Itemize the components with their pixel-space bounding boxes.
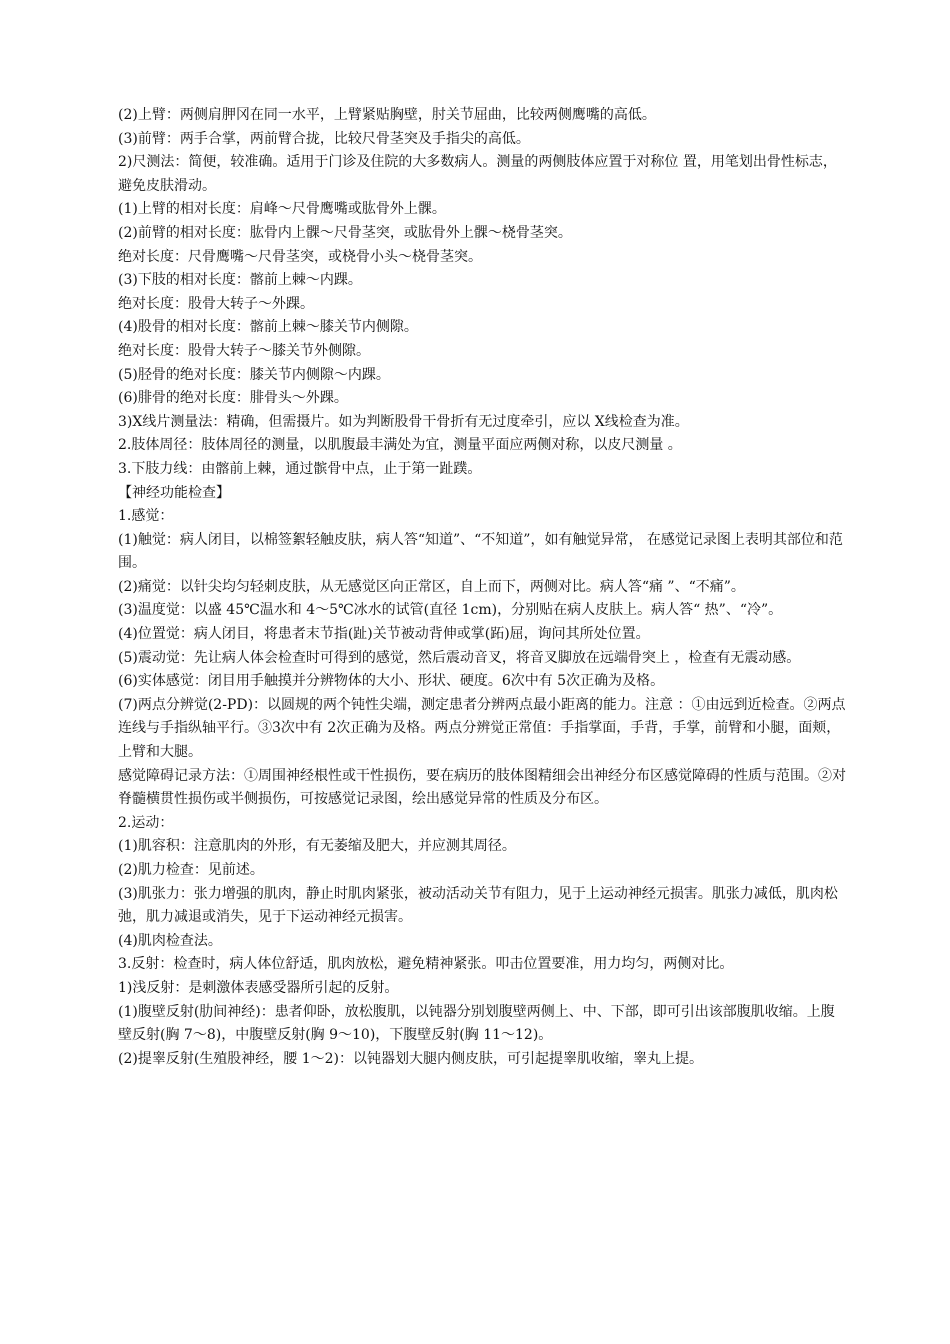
paragraph-tibia-absolute-length: (5)胫骨的绝对长度：膝关节内侧隙～内踝。 [118,366,390,383]
section-heading-nerve-function: 【神经功能检查】 [118,484,230,501]
paragraph-fibula-absolute-length: (6)腓骨的绝对长度：腓骨头～外踝。 [118,390,348,407]
paragraph-tape-measure-method: 2)尺测法：简便，较准确。适用于门诊及住院的大多数病人。测量的两侧肢体应置于对称位 置，用笔划出骨性标志，避免皮肤滑动。 [118,154,837,194]
paragraph-femur-relative-length: (4)股骨的相对长度：髂前上棘～膝关节内侧隙。 [118,319,418,336]
subheading-reflexes: 3.反射：检查时，病人体位舒适，肌肉放松，避免精神紧张。叩击位置要准，用力均匀，两侧对比。 [118,956,734,973]
subheading-motor: 2.运动： [118,814,174,831]
paragraph-position-sense: (4)位置觉：病人闭目，将患者末节指(趾)关节被动背伸或掌(跖)屈，询问其所处位置。 [118,626,650,643]
paragraph-upper-arm-relative-length: (1)上臂的相对长度：肩峰～尺骨鹰嘴或肱骨外上髁。 [118,201,446,218]
paragraph-superficial-reflexes: 1)浅反射：是刺激体表感受器所引起的反射。 [118,979,399,996]
paragraph-sensory-recording-method: 感觉障碍记录方法：①周围神经根性或干性损伤，要在病历的肢体图精细会出神经分布区感觉障碍的性质与范围。②对脊髓横贯性损伤或半侧损伤，可按感觉记录图，绘出感觉异常的性质及分布区。 [118,767,846,808]
paragraph-upper-arm-comparison: (2)上臂：两侧肩胛冈在同一水平，上臂紧贴胸壁，肘关节屈曲，比较两侧鹰嘴的高低。 [118,107,656,123]
paragraph-xray-measurement: 3)X线片测量法：精确，但需摄片。如为判断股骨干骨折有无过度牵引，应以 X线检查为准。 [118,413,689,430]
paragraph-pain-sensation: (2)痛觉：以针尖均匀轻刺皮肤，从无感觉区向正常区，自上而下，两侧对比。病人答“痛 ”、“不痛”。 [118,578,745,595]
paragraph-lower-limb-relative-length: (3)下肢的相对长度：髂前上棘～内踝。 [118,272,362,289]
paragraph-forearm-absolute-length: 绝对长度：尺骨鹰嘴～尺骨茎突，或桡骨小头～桡骨茎突。 [118,248,482,265]
paragraph-temperature-sensation: (3)温度觉：以盛 45℃温水和 4～5℃冰水的试管(直径 1cm)，分别贴在病人皮肤上。病人答“ 热”、“冷”。 [118,602,783,619]
paragraph-abdominal-reflex: (1)腹壁反射(肋间神经)：患者仰卧，放松腹肌，以钝器分别划腹壁两侧上、中、下部，即可引出该部腹肌收缩。上腹壁反射(胸 7～8)，中腹壁反射(胸 9～10)，下腹壁反射(胸 11～12)。 [118,1003,835,1044]
subheading-sensation: 1.感觉： [118,508,174,525]
paragraph-stereognosis: (6)实体感觉：闭目用手触摸并分辨物体的大小、形状、硬度。6次中有 5次正确为及格。 [118,673,665,690]
document-page [118,104,848,1071]
paragraph-muscle-volume: (1)肌容积：注意肌肉的外形，有无萎缩及肥大，并应测其周径。 [118,838,516,855]
paragraph-two-point-discrimination: (7)两点分辨觉(2-PD)：以圆规的两个钝性尖端，测定患者分辨两点最小距离的能力。注意 ：①由远到近检查。②两点连线与手指纵轴平行。③3次中有 2次正确为及格。两点分辨觉正常值：手指掌面，手背，手掌，前臂和小腿，面颊，上臂和大腿。 [118,696,846,761]
paragraph-vibration-sense: (5)震动觉：先让病人体会检查时可得到的感觉，然后震动音叉，将音叉脚放在远端骨突上 ，检查有无震动感。 [118,649,801,666]
paragraph-lower-limb-absolute-length: 绝对长度：股骨大转子～外踝。 [118,295,314,312]
paragraph-muscle-strength: (2)肌力检查：见前述。 [118,862,264,878]
paragraph-muscle-exam-method: (4)肌肉检查法。 [118,932,222,949]
paragraph-cremasteric-reflex: (2)提睾反射(生殖股神经，腰 1～2)：以钝器划大腿内侧皮肤，可引起提睾肌收缩，睾丸上提。 [118,1050,704,1067]
paragraph-limb-circumference: 2.肢体周径：肢体周径的测量，以肌腹最丰满处为宜，测量平面应两侧对称，以皮尺测量 。 [118,437,682,454]
paragraph-forearm-relative-length: (2)前臂的相对长度：肱骨内上髁～尺骨茎突，或肱骨外上髁～桡骨茎突。 [118,224,572,241]
paragraph-touch-sensation: (1)触觉：病人闭目，以棉签絮轻触皮肤，病人答“知道”、“不知道”，如有触觉异常， 在感觉记录图上表明其部位和范围。 [118,531,843,572]
paragraph-muscle-tone: (3)肌张力：张力增强的肌肉，静止时肌肉紧张，被动活动关节有阻力，见于上运动神经元损害。肌张力减低，肌肉松弛，肌力减退或消失，见于下运动神经元损害。 [118,885,838,926]
paragraph-forearm-comparison: (3)前臂：两手合掌，两前臂合拢，比较尺骨茎突及手指尖的高低。 [118,130,530,147]
paragraph-lower-limb-alignment: 3.下肢力线：由髂前上棘，通过髌骨中点，止于第一趾蹼。 [118,460,482,477]
paragraph-femur-absolute-length: 绝对长度：股骨大转子～膝关节外侧隙。 [118,342,370,359]
